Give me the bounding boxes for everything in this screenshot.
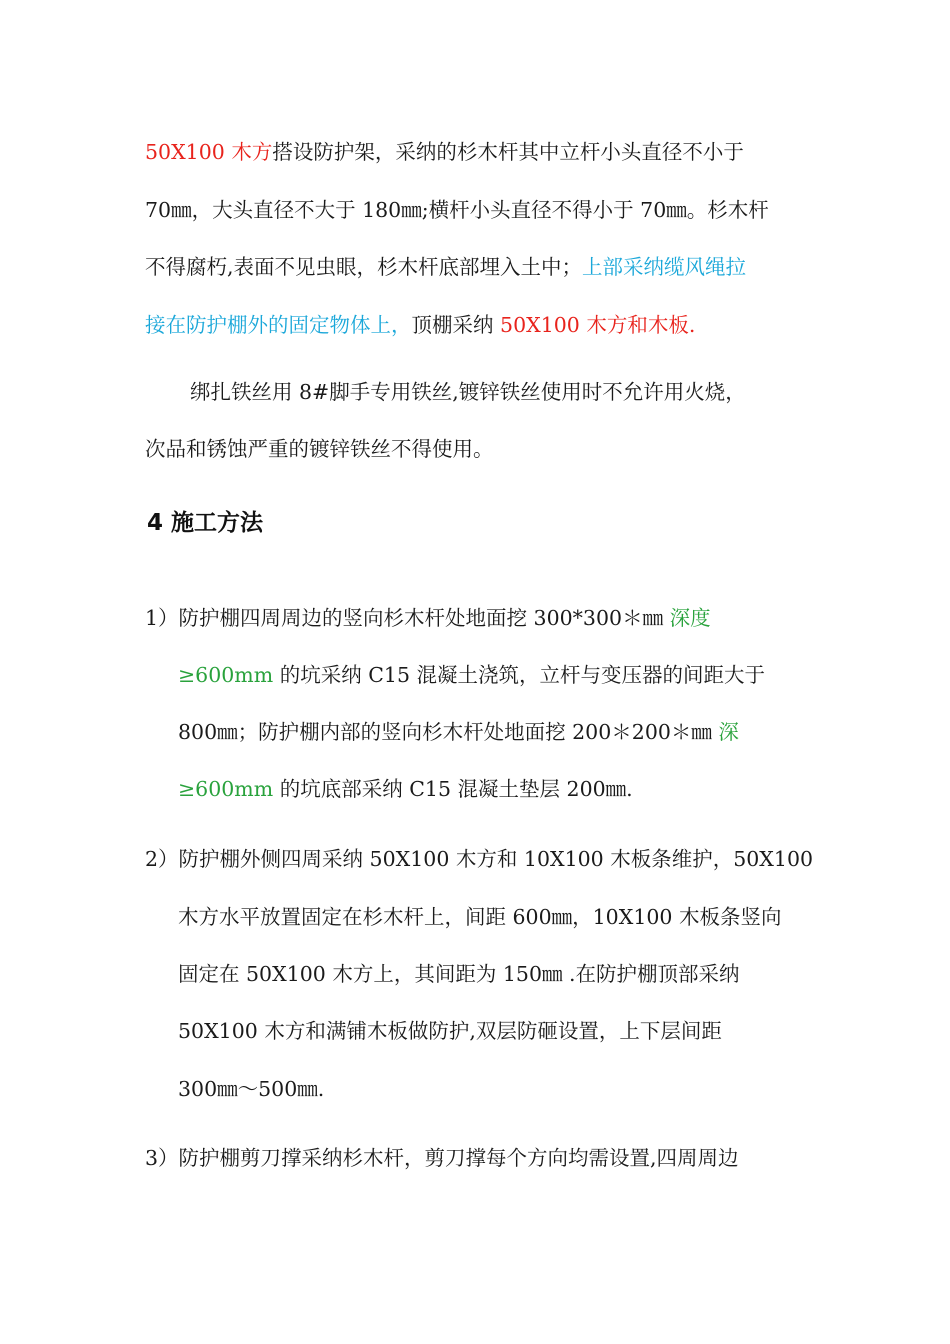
item2-line-2: 木方水平放置固定在杉木杆上，间距 600㎜，10X100 木板条竖向 xyxy=(178,905,782,929)
materials-line-1 xyxy=(145,138,744,166)
highlight-green: ≥600mm xyxy=(178,777,274,801)
item1-line-2 xyxy=(178,661,765,689)
item1-line-4 xyxy=(178,775,633,803)
item2-line-5: 300㎜～500㎜. xyxy=(178,1077,325,1101)
highlight-green: ≥600mm xyxy=(178,663,274,687)
item1-line-1 xyxy=(145,604,711,632)
item2-line-1: 2）防护棚外侧四周采纳 50X100 木方和 10X100 木板条维护，50X100 xyxy=(145,847,814,871)
text-span: 的坑底部采纳 C15 混凝土垫层 200㎜. xyxy=(273,777,633,801)
wire-line-2: 次品和锈蚀严重的镀锌铁丝不得使用。 xyxy=(145,437,494,461)
text-span: 800㎜；防护棚内部的竖向杉木杆处地面挖 200＊200＊㎜ xyxy=(178,720,719,744)
item2-line-4: 50X100 木方和满铺木板做防护,双层防砸设置，上下层间距 xyxy=(178,1019,722,1043)
text-span: 顶棚采纳 xyxy=(411,313,501,337)
highlight-cyan: 接在防护棚外的固定物体上， xyxy=(145,313,412,337)
highlight-red: 50X100 木方和木板. xyxy=(500,313,696,337)
text-span: 的坑采纳 C15 混凝土浇筑，立杆与变压器的间距大于 xyxy=(273,663,766,687)
materials-line-2: 70㎜，大头直径不大于 180㎜;横杆小头直径不得小于 70㎜。杉木杆 xyxy=(145,198,769,222)
text-span: 1）防护棚四周周边的竖向杉木杆处地面挖 300*300＊㎜ xyxy=(145,606,670,630)
materials-line-4 xyxy=(145,311,695,339)
highlight-red: 50X100 木方 xyxy=(145,140,273,164)
wire-line-1: 绑扎铁丝用 8#脚手专用铁丝,镀锌铁丝使用时不允许用火烧， xyxy=(190,380,746,404)
materials-line-3 xyxy=(145,253,746,281)
highlight-green: 深度 xyxy=(669,606,711,630)
text-span: 不得腐朽,表面不见虫眼，杉木杆底部埋入土中； xyxy=(145,255,583,279)
item3-line-1: 3）防护棚剪刀撑采纳杉木杆，剪刀撑每个方向均需设置,四周周边 xyxy=(145,1146,739,1170)
highlight-cyan: 上部采纳缆风绳拉 xyxy=(582,255,747,279)
highlight-green: 深 xyxy=(718,720,739,744)
item1-line-3 xyxy=(178,718,739,746)
item2-line-3: 固定在 50X100 木方上，其间距为 150㎜ .在防护棚顶部采纳 xyxy=(178,962,740,986)
text-span: 搭设防护架，采纳的杉木杆其中立杆小头直径不小于 xyxy=(272,140,744,164)
section-heading: 4 施工方法 xyxy=(147,510,264,536)
